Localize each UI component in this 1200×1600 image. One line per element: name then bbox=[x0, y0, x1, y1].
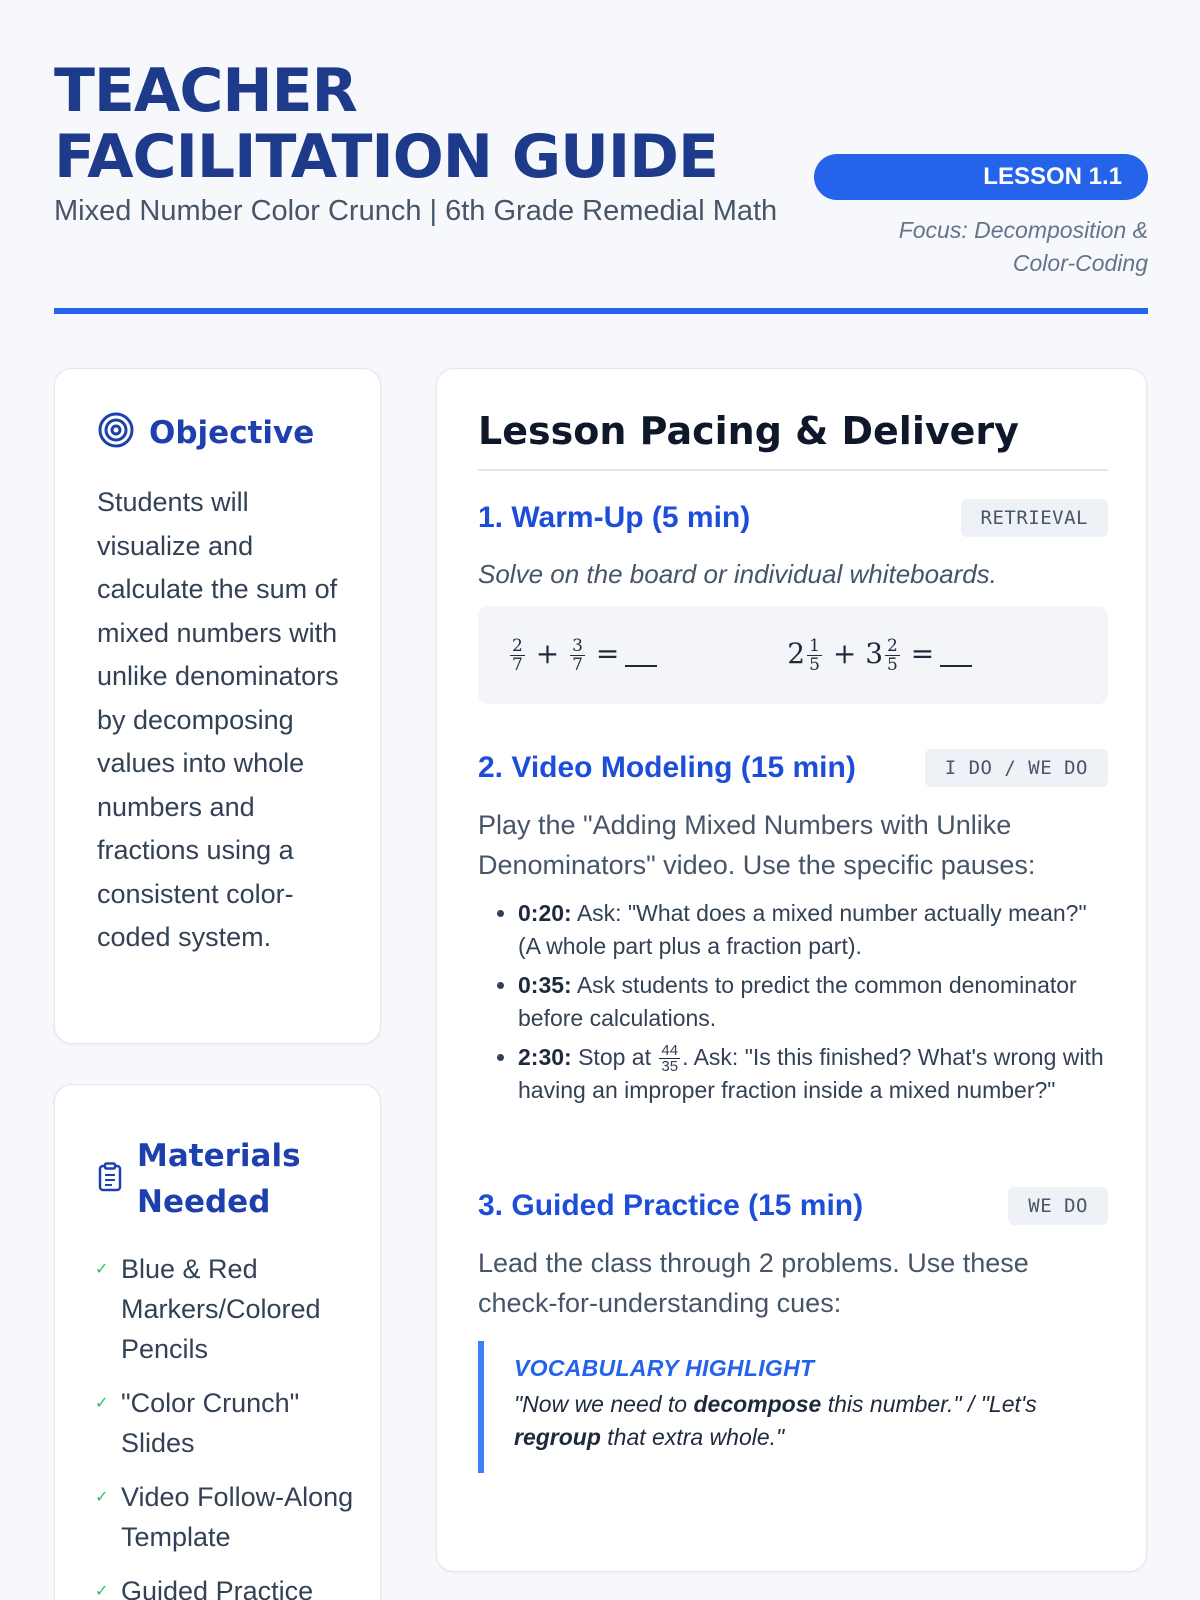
warm-up-section bbox=[478, 499, 1108, 704]
pause-list bbox=[478, 897, 1108, 1107]
objective-card bbox=[54, 368, 381, 1044]
section-tag: I DO / WE DO bbox=[925, 749, 1108, 787]
list-item: • 0:35: Ask students to predict the common denominator before calculations. bbox=[518, 969, 1108, 1035]
list-item: • 2:30: Stop at $\frac{44}{35}$ . Ask: "Is this finished? What's wrong with having an improper fraction inside a mixed number?" bbox=[518, 1041, 1108, 1107]
problem-2: 2 $\frac{1}{5}$ + 3 $\frac{2}{5}$ = bbox=[787, 637, 972, 674]
section-title: 2. Video Modeling (15 min) bbox=[478, 751, 856, 784]
section-title: 1. Warm-Up (5 min) bbox=[478, 501, 751, 534]
objective-text: Students will visualize and calculate the sum of mixed numbers with unlike denominators by decomposing values into whole numbers and fractions using a consistent color-coded system. bbox=[97, 487, 339, 952]
materials-list bbox=[95, 1249, 355, 1600]
section-title: 3. Guided Practice (15 min) bbox=[478, 1189, 864, 1222]
check-icon: ✓ bbox=[95, 1583, 109, 1600]
materials-card bbox=[54, 1084, 381, 1600]
list-item: • 0:20: Ask: "What does a mixed number actually mean?" (A whole part plus a fraction part). bbox=[518, 897, 1108, 963]
materials-title: Materials Needed bbox=[137, 1138, 301, 1220]
page-subtitle: Mixed Number Color Crunch | 6th Grade Remedial Math bbox=[54, 195, 778, 227]
page-title: TEACHER FACILITATION GUIDE bbox=[54, 56, 718, 192]
check-icon: ✓ bbox=[95, 1395, 109, 1412]
target-icon bbox=[97, 411, 135, 454]
pacing-card bbox=[436, 368, 1147, 1572]
focus-note: Focus: Decomposition & Color-Coding bbox=[898, 217, 1148, 276]
problem-1: $\frac{2}{7}$ + $\frac{3}{7}$ = bbox=[508, 637, 657, 674]
materials-header bbox=[97, 1133, 317, 1225]
list-item: ✓ Guided Practice bbox=[95, 1571, 355, 1600]
section-tag: RETRIEVAL bbox=[961, 499, 1108, 537]
objective-title: Objective bbox=[149, 414, 315, 451]
pacing-title: Lesson Pacing & Delivery bbox=[478, 409, 1108, 471]
list-item: ✓ Video Follow-Along Template bbox=[95, 1477, 355, 1557]
video-modeling-section bbox=[478, 749, 1108, 1113]
check-icon: ✓ bbox=[95, 1261, 109, 1278]
warm-up-problems bbox=[478, 606, 1108, 704]
vocabulary-title: VOCABULARY HIGHLIGHT bbox=[514, 1355, 815, 1381]
list-item: ✓ Blue & Red Markers/Colored Pencils bbox=[95, 1249, 355, 1369]
lesson-badge: LESSON 1.1 bbox=[814, 154, 1148, 200]
section-body: Lead the class through 2 problems. Use these check-for-understanding cues: bbox=[478, 1248, 1029, 1318]
section-tag: WE DO bbox=[1008, 1187, 1108, 1225]
vocabulary-text: "Now we need to decompose this number." / "Let's regroup that extra whole." bbox=[514, 1391, 1037, 1450]
clipboard-icon bbox=[97, 1162, 123, 1197]
check-icon: ✓ bbox=[95, 1489, 109, 1506]
section-note: Solve on the board or individual whiteboards. bbox=[478, 559, 997, 589]
page-header bbox=[54, 54, 1148, 314]
objective-header bbox=[97, 411, 314, 454]
section-body: Play the "Adding Mixed Numbers with Unlike Denominators" video. Use the specific pauses: bbox=[478, 810, 1036, 880]
guided-practice-section bbox=[478, 1187, 1108, 1473]
list-item: ✓ "Color Crunch" Slides bbox=[95, 1383, 355, 1463]
vocabulary-callout bbox=[478, 1341, 1108, 1473]
